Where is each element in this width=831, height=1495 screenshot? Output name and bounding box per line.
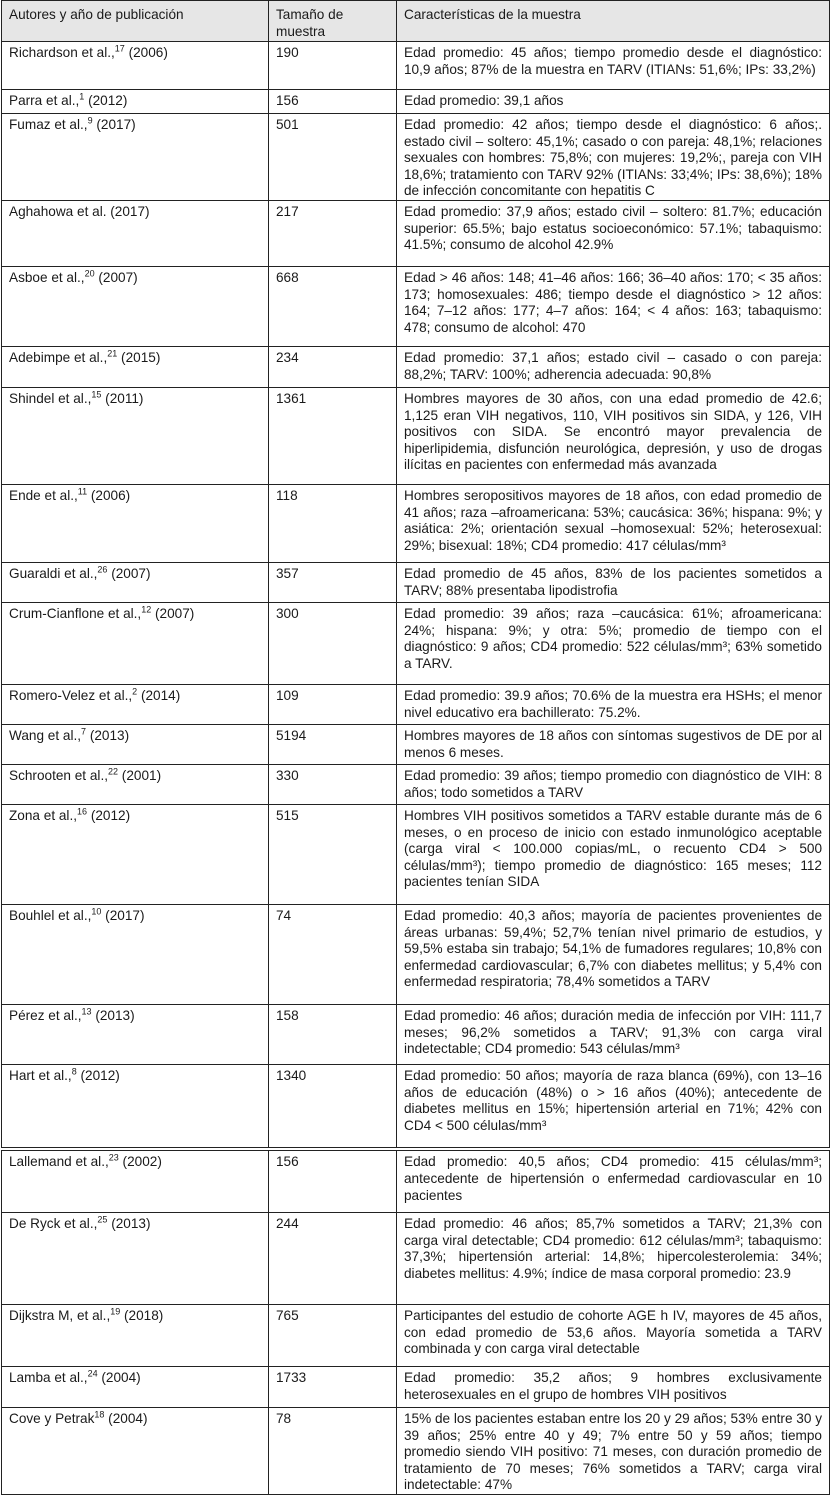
characteristics-cell: Edad promedio: 40,3 años; mayoría de pacientes provenientes de áreas urbanas: 59,4%; 52,7% tenían nivel primario de estudios, y 59,5% estaba sin trabajo; 54,1% de fumadores regulares; 10,8% con enfermedad cardiovascular; 6,7% con diabetes mellitus; y 5,4% con enfermedad respiratoria; 78,4% sometidos a TARV	[397, 904, 830, 1004]
author-name: Schrooten et al.,	[9, 767, 108, 783]
characteristics-cell: Edad promedio: 39,1 años	[397, 90, 830, 114]
sample-size-cell: 158	[269, 1004, 397, 1064]
sample-size-cell: 1733	[269, 1366, 397, 1407]
sample-size-cell: 300	[269, 602, 397, 684]
reference-number: 17	[114, 43, 125, 54]
reference-number: 7	[81, 726, 87, 737]
publication-year: (2013)	[89, 727, 130, 743]
sample-size-cell: 156	[269, 90, 397, 114]
reference-number: 12	[141, 604, 152, 615]
sample-size-cell: 1340	[269, 1064, 397, 1149]
author-cell	[2, 1064, 269, 1149]
publication-year: (2012)	[90, 807, 131, 823]
author-cell	[2, 484, 269, 562]
table-row	[2, 562, 830, 602]
table-row	[2, 804, 830, 904]
sample-size-cell: 668	[269, 266, 397, 346]
sample-size-cell: 234	[269, 346, 397, 387]
reference-number: 25	[97, 1214, 108, 1225]
author-cell	[2, 1304, 269, 1366]
sample-size-cell: 765	[269, 1304, 397, 1366]
publication-year: (2006)	[90, 487, 131, 503]
author-name: Shindel et al.,	[9, 390, 92, 406]
author-name: Adebimpe et al.,	[9, 349, 108, 365]
author-name: Cove y Petrak	[9, 1410, 95, 1426]
study-table	[1, 0, 830, 1495]
author-cell	[2, 387, 269, 484]
characteristics-cell: Edad promedio: 50 años; mayoría de raza blanca (69%), con 13–16 años de educación (48%) o > 16 años (40%); antecedente de diabetes mellitus en 15%; hipertensión arterial en 71%; 42% con CD4 < 500 células/mm³	[397, 1064, 830, 1149]
publication-year: (2007)	[155, 605, 195, 621]
publication-year: (2014)	[140, 687, 181, 703]
author-cell	[2, 114, 269, 201]
characteristics-cell: Edad promedio: 45 años; tiempo promedio desde el diagnóstico: 10,9 años; 87% de la muestra en TARV (ITIANs: 51,6%; IPs: 33,2%)	[397, 42, 830, 90]
characteristics-cell: Participantes del estudio de cohorte AGE h IV, mayores de 45 años, con edad promedio de 53,6 años. Mayoría sometida a TARV combinada y con carga viral detectable	[397, 1304, 830, 1366]
author-name: Romero-Velez et al.,	[9, 687, 133, 703]
reference-number: 20	[84, 268, 95, 279]
author-cell	[2, 266, 269, 346]
reference-number: 15	[91, 389, 102, 400]
reference-number: 19	[110, 1306, 121, 1317]
author-cell	[2, 724, 269, 764]
table-row	[2, 1304, 830, 1366]
characteristics-cell: Edad promedio: 37,9 años; estado civil – soltero: 81.7%; educación superior: 65.5%; bajo estatus socioeconómico: 57.1%; tabaquismo: 41.5%; consumo de alcohol 42.9%	[397, 200, 830, 266]
author-cell	[2, 42, 269, 90]
reference-number: 13	[81, 1006, 92, 1017]
characteristics-cell: Edad promedio: 42 años; tiempo desde el diagnóstico: 6 años;. estado civil – soltero: 45,1%; casado o con pareja: 48,1%; relaciones sexuales con hombres: 75,8%; con mujeres: 19,2%;, pareja con VIH 18,6%; tratamiento con TARV 92% (ITIANs: 33;4%; IPs: 38,6%); 18% de infección concomitante con hepatitis C	[397, 114, 830, 201]
table-row	[2, 724, 830, 764]
author-cell	[2, 90, 269, 114]
author-name: Hart et al.,	[9, 1067, 72, 1083]
author-cell	[2, 346, 269, 387]
author-name: Parra et al.,	[9, 93, 80, 108]
author-name: Ende et al.,	[9, 487, 78, 503]
author-cell	[2, 200, 269, 266]
reference-number: 1	[79, 91, 85, 102]
reference-number: 8	[71, 1066, 77, 1077]
reference-number: 22	[108, 766, 119, 777]
reference-number: 24	[87, 1368, 98, 1379]
author-name: De Ryck et al.,	[9, 1215, 98, 1231]
author-name: Bouhlel et al.,	[9, 907, 92, 923]
author-cell	[2, 1212, 269, 1304]
publication-year: (2011)	[105, 390, 144, 406]
author-cell	[2, 1407, 269, 1494]
header-authors: Autores y año de publicación	[2, 1, 269, 42]
author-cell	[2, 764, 269, 804]
header-characteristics: Características de la muestra	[397, 1, 830, 42]
author-name: Richardson et al.,	[9, 45, 115, 60]
table-header-row	[2, 1, 830, 42]
publication-year: (2015)	[121, 349, 161, 365]
author-name: Lamba et al.,	[9, 1369, 88, 1385]
sample-size-cell: 217	[269, 200, 397, 266]
author-name: Lallemand et al.,	[9, 1154, 109, 1170]
reference-number: 18	[94, 1409, 105, 1420]
table-row	[2, 1064, 830, 1149]
sample-size-cell: 74	[269, 904, 397, 1004]
table-row	[2, 764, 830, 804]
table-row	[2, 904, 830, 1004]
author-name: Crum-Cianflone et al.,	[9, 605, 142, 621]
publication-year: (2012)	[80, 1067, 120, 1083]
table-row	[2, 1149, 830, 1212]
publication-year: (2004)	[101, 1369, 141, 1385]
publication-year: (2017)	[110, 203, 150, 219]
table-row	[2, 1407, 830, 1494]
publication-year: (2013)	[95, 1007, 135, 1023]
sample-size-cell: 156	[269, 1149, 397, 1212]
reference-number: 9	[87, 115, 93, 126]
characteristics-cell: Edad > 46 años: 148; 41–46 años: 166; 36–40 años: 170; < 35 años: 173; homosexuales: 486; tiempo desde el diagnóstico > 12 años: 164; 7–12 años: 177; 4–7 años: 164; < 4 años: 163; tabaquismo: 478; consumo de alcohol: 470	[397, 266, 830, 346]
characteristics-cell: Edad promedio: 39.9 años; 70.6% de la muestra era HSHs; el menor nivel educativo era bachillerato: 75.2%.	[397, 684, 830, 724]
table-body	[2, 42, 830, 1495]
publication-year: (2018)	[124, 1307, 164, 1323]
characteristics-cell: Hombres mayores de 18 años con síntomas sugestivos de DE por al menos 6 meses.	[397, 724, 830, 764]
sample-size-cell: 190	[269, 42, 397, 90]
author-cell	[2, 1149, 269, 1212]
table-row	[2, 1004, 830, 1064]
publication-year: (2002)	[122, 1154, 162, 1170]
publication-year: (2017)	[105, 907, 145, 923]
sample-size-cell: 1361	[269, 387, 397, 484]
publication-year: (2017)	[96, 117, 136, 132]
table-row	[2, 266, 830, 346]
author-name: Asboe et al.,	[9, 269, 85, 285]
reference-number: 26	[97, 564, 108, 575]
table-row	[2, 1366, 830, 1407]
author-cell	[2, 1004, 269, 1064]
table-row	[2, 484, 830, 562]
characteristics-cell: 15% de los pacientes estaban entre los 20 y 29 años; 53% entre 30 y 39 años; 25% entre 40 y 49; 7% entre 50 y 59 años; tiempo promedio siendo VIH positivo: 71 meses, con duración promedio de tratamiento de 70 meses; 76% sometidos a TARV; carga viral indetectable: 47%	[397, 1407, 830, 1494]
table-row	[2, 114, 830, 201]
author-cell	[2, 684, 269, 724]
sample-size-cell: 118	[269, 484, 397, 562]
publication-year: (2006)	[128, 45, 168, 60]
sample-size-cell: 330	[269, 764, 397, 804]
sample-size-cell: 501	[269, 114, 397, 201]
publication-year: (2004)	[108, 1410, 148, 1426]
author-name: Dijkstra M, et al.,	[9, 1307, 111, 1323]
characteristics-cell: Hombres seropositivos mayores de 18 años, con edad promedio de 41 años; raza –afroamericana: 53%; caucásica: 36%; hispana: 9%; y asiática: 2%; orientación sexual –homosexual: 52%; heterosexual: 29%; bisexual: 18%; CD4 promedio: 417 células/mm³	[397, 484, 830, 562]
table-row	[2, 387, 830, 484]
characteristics-cell: Edad promedio: 35,2 años; 9 hombres exclusivamente heterosexuales en el grupo de hombres VIH positivos	[397, 1366, 830, 1407]
table-row	[2, 42, 830, 90]
publication-year: (2013)	[111, 1215, 151, 1231]
characteristics-cell: Edad promedio: 40,5 años; CD4 promedio: 415 células/mm³; antecedente de hipertensión o enfermedad cardiovascular en 10 pacientes	[397, 1149, 830, 1212]
reference-number: 10	[91, 906, 102, 917]
reference-number: 11	[77, 486, 88, 497]
publication-year: (2012)	[88, 93, 128, 108]
author-cell	[2, 804, 269, 904]
author-cell	[2, 562, 269, 602]
table-row	[2, 200, 830, 266]
sample-size-cell: 515	[269, 804, 397, 904]
author-name: Guaraldi et al.,	[9, 565, 98, 581]
characteristics-cell: Edad promedio: 46 años; duración media de infección por VIH: 111,7 meses; 96,2% sometidos a TARV; 91,3% con carga viral indetectable; CD4 promedio: 543 células/mm³	[397, 1004, 830, 1064]
sample-size-cell: 357	[269, 562, 397, 602]
reference-number: 23	[108, 1152, 119, 1163]
publication-year: (2001)	[121, 767, 162, 783]
author-name: Fumaz et al.,	[9, 117, 88, 132]
author-name: Aghahowa et al.	[9, 203, 107, 219]
author-cell	[2, 602, 269, 684]
characteristics-cell: Edad promedio: 39 años; raza –caucásica: 61%; afroamericana: 24%; hispana: 9%; y otra: 5%; promedio de tiempo con el diagnóstico: 9 años; CD4 promedio: 522 células/mm³; 63% sometido a TARV.	[397, 602, 830, 684]
sample-size-cell: 5194	[269, 724, 397, 764]
author-name: Pérez et al.,	[9, 1007, 82, 1023]
sample-size-cell: 109	[269, 684, 397, 724]
characteristics-cell: Edad promedio: 46 años; 85,7% sometidos a TARV; 21,3% con carga viral detectable; CD4 promedio: 612 células/mm³; tabaquismo: 37,3%; hipertensión arterial: 14,8%; hipercolesterolemia: 34%; diabetes mellitus: 4.9%; índice de masa corporal promedio: 23.9	[397, 1212, 830, 1304]
publication-year: (2007)	[98, 269, 138, 285]
publication-year: (2007)	[111, 565, 151, 581]
characteristics-cell: Edad promedio: 39 años; tiempo promedio con diagnóstico de VIH: 8 años; todo sometidos a TARV	[397, 764, 830, 804]
characteristics-cell: Edad promedio: 37,1 años; estado civil – casado o con pareja: 88,2%; TARV: 100%; adherencia adecuada: 90,8%	[397, 346, 830, 387]
author-name: Wang et al.,	[9, 727, 82, 743]
table-row	[2, 602, 830, 684]
reference-number: 2	[132, 686, 138, 697]
header-sample-size: Tamaño de muestra	[269, 1, 397, 42]
table-row	[2, 90, 830, 114]
sample-size-cell: 78	[269, 1407, 397, 1494]
author-cell	[2, 1366, 269, 1407]
characteristics-cell: Hombres VIH positivos sometidos a TARV estable durante más de 6 meses, o en proceso de inicio con estado inmunológico aceptable (carga viral < 100.000 copias/mL, o recuento CD4 > 500 células/mm³); tiempo promedio de diagnóstico: 165 meses; 112 pacientes tenían SIDA	[397, 804, 830, 904]
table-row	[2, 1212, 830, 1304]
characteristics-cell: Edad promedio de 45 años, 83% de los pacientes sometidos a TARV; 88% presentaba lipodistrofia	[397, 562, 830, 602]
reference-number: 21	[107, 348, 118, 359]
sample-size-cell: 244	[269, 1212, 397, 1304]
reference-number: 16	[77, 806, 88, 817]
table-row	[2, 684, 830, 724]
table-row	[2, 346, 830, 387]
author-name: Zona et al.,	[9, 807, 78, 823]
author-cell	[2, 904, 269, 1004]
characteristics-cell: Hombres mayores de 30 años, con una edad promedio de 42.6; 1,125 eran VIH negativos, 110, VIH positivos sin SIDA, y 126, VIH positivos con SIDA. Se encontró mayor prevalencia de hiperlipidemia, disfunción neurológica, depresión, y uso de drogas ilícitas en pacientes con enfermedad más avanzada	[397, 387, 830, 484]
